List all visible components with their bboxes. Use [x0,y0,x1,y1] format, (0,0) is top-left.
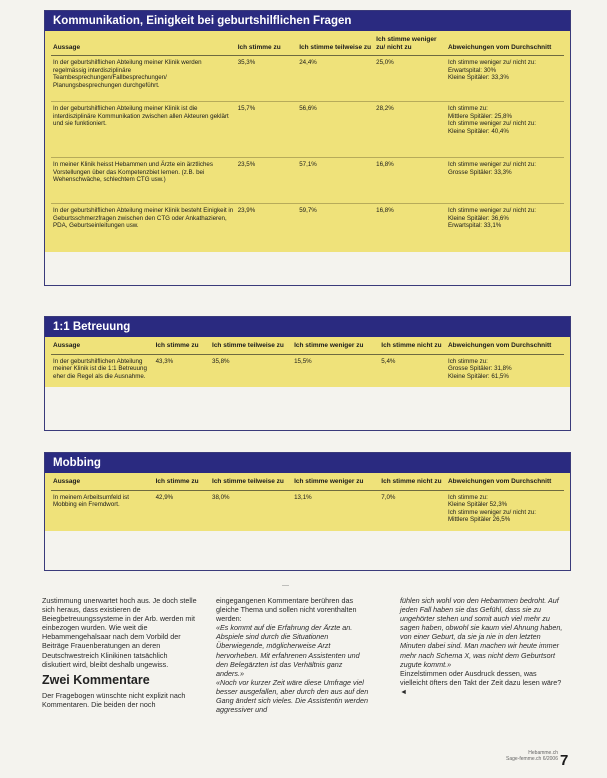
column-header: Ich stimme nicht zu [379,478,446,490]
column-header: Ich stimme teilweise zu [297,36,374,56]
body-paragraph: Zustimmung unerwartet hoch aus. Je doch stelle sich heraus, dass existieren de Beiegbetreuungssysteme in der Arb. werden mit einbezogen wurden. Wie weit die Hebammengehalsaar nach dem Vorbild der Beiträge Frauenberatungen an deren Deutschwestreich Klinikinen tatsächlich diskutiert wird, bleibt deshalb ungewiss. [42,596,197,669]
value-cell: 15,5% [294,357,312,365]
body-paragraph [400,669,566,696]
column-header: Aussage [51,478,154,490]
survey-table [51,478,564,527]
page-fold-mark: — [282,582,289,589]
table-header-row [51,478,564,490]
table-header-row [51,36,564,56]
table-panel-mobbing [44,452,571,571]
value-cell: 59,7% [299,207,317,214]
text-column-1 [42,596,198,709]
value-cell: 16,8% [374,158,446,204]
deviation-cell: Ich stimme weniger zu/ nicht zu: Erwartspital: 30% Kleine Spitäler: 33,3% [446,56,564,102]
value-cell: 7,0% [381,493,396,501]
table-row [51,490,564,527]
statement-cell: In der geburtshilflichen Abteilung meiner Klinik besteht Einigkeit in Geburtsschmerzfragen zwischen den CTG oder Ankathazieren, PDA, Geburtseinleitungen usw. [53,207,234,229]
panel-body [45,473,570,531]
table-row [51,204,564,248]
column-header: Abweichungen vom Durchschnitt [446,36,564,56]
table-row [51,102,564,158]
statement-cell: In meinem Arbeitsumfeld ist Mobbing ein Fremdwort. [53,493,129,508]
column-header: Aussage [51,342,154,354]
page-number: 7 [560,752,569,769]
value-cell: 23,9% [237,207,256,214]
panel-body [45,31,570,252]
value-cell: 16,8% [376,207,394,214]
footer-line: Hebamme.ch [528,750,558,756]
statement-cell: In der geburtshilflichen Abteilung meiner Klinik ist die interdisziplinäre Kommunikation zwischen allen Akteuren geklärt und sie funktioniert. [51,102,236,158]
statement-cell: In meiner Klinik heisst Hebammen und Ärzte ein ärztliches Vorstellungen über das Kompetenzbiet lernen. (z.B. bei Wehenschwäche, schlechtem CTG usw.) [51,158,236,204]
value-cell: 24,4% [297,56,374,102]
end-of-article-icon: ◄ [400,686,408,696]
closing-text: Einzelstimmen oder Ausdruck dessen, was vielleicht öfters den Takt der Zeit dazu lesen wäre? [400,668,562,687]
table-panel-kommunikation [44,10,571,286]
survey-table [51,342,564,383]
panel-title: Mobbing [45,453,570,473]
value-cell: 15,7% [236,102,298,158]
value-cell: 42,9% [155,493,174,501]
value-cell: 25,0% [374,56,446,102]
table-row [51,354,564,383]
quote-paragraph: «Es kommt auf die Erfahrung der Ärzte an. Abspiele sind durch die Situationen Überwiegende, möglicherweise Arzt hervorheben. Mit erfahrenen Assistenten und den Belegärzten ist das Verhältnis ganz anders.» [216,623,360,678]
footer-journal [468,750,558,762]
deviation-cell: Ich stimme weniger zu/ nicht zu: Kleine Spitäler: 36,6% Erwartspital: 33,1% [447,207,537,229]
statement-cell: In der geburtshilflichen Abteilung meiner Klinik ist die 1:1 Betreuung eher die Regel als die Ausnahme. [53,357,147,380]
body-paragraph: eingegangenen Kommentare berühren das gleiche Thema und sollen nicht vorenthalten werden: [216,596,357,624]
column-header: Ich stimme zu [236,36,298,56]
value-cell: 43,3% [155,357,174,365]
value-cell: 56,6% [297,102,374,158]
table-row [51,158,564,204]
quote-paragraph: fühlen sich wohl von den Hebammen bedroht. Auf jeden Fall haben sie das Gefühl, dass sie zu ungehörter stehen und somit auch viel mehr zu sagen haben, obwohl sie kaum viel Ahnung haben, von einer Geburt, da sie ja nie in den letzten Minuten dabei sind. Man machen wir heute immer mehr nach Schema X, was nicht dem Geburtsort zugute kommt.» [400,596,563,669]
quote-paragraph: «Noch vor kurzer Zeit wäre diese Umfrage viel besser ausgefallen, aber durch den aus auf den Gang ändert sich vieles. Die Assistentin werden aggressiver und [216,677,369,715]
column-header: Ich stimme weniger zu/ nicht zu [374,36,446,56]
text-column-2 [216,596,372,714]
value-cell: 23,5% [236,158,298,204]
column-header: Abweichungen vom Durchschnitt [446,342,564,354]
value-cell: 13,1% [294,493,312,501]
table-panel-betreuung [44,316,571,431]
text-column-3 [400,596,566,696]
column-header: Ich stimme teilweise zu [210,478,292,490]
table-row [51,56,564,102]
column-header: Ich stimme zu [154,478,210,490]
column-header: Ich stimme weniger zu [292,342,379,354]
column-header: Ich stimme teilweise zu [210,342,292,354]
body-paragraph: Der Fragebogen wünschte nicht explizit nach Kommentaren. Die beiden der noch [42,690,186,709]
deviation-cell: Ich stimme zu: Kleine Spitäler 52,3% Ich stimme weniger zu/ nicht zu: Mittlere Spitäler 26,5% [447,493,537,523]
column-header: Ich stimme weniger zu [292,478,379,490]
value-cell: 35,3% [236,56,298,102]
value-cell: 57,1% [297,158,374,204]
survey-table [51,36,564,248]
column-header: Ich stimme nicht zu [379,342,446,354]
value-cell: 28,2% [374,102,446,158]
value-cell: 35,8% [212,357,230,365]
value-cell: 5,4% [381,357,396,365]
panel-body [45,337,570,387]
deviation-cell: Ich stimme zu: Grosse Spitäler: 31,8% Kleine Spitäler: 61,5% [447,357,512,380]
panel-title: Kommunikation, Einigkeit bei geburtshilflichen Fragen [45,11,570,31]
table-header-row [51,342,564,354]
footer-line: Sage-femme.ch 6/2006 [506,756,558,762]
panel-title: 1:1 Betreuung [45,317,570,337]
section-heading: Zwei Kommentare [42,672,150,687]
column-header: Aussage [51,36,236,56]
column-header: Abweichungen vom Durchschnitt [446,478,564,490]
statement-cell: In der geburtshilflichen Abteilung meiner Klinik werden regelmässig interdisziplinäre Teambesprechungen/Fallbesprechungen/ Planungsbesprechungen durchgeführt. [51,56,236,102]
deviation-cell: Ich stimme zu: Mittlere Spitäler: 25,8% Ich stimme weniger zu/ nicht zu: Kleine Spitäler: 40,4% [446,102,564,158]
column-header: Ich stimme zu [154,342,210,354]
deviation-cell: Ich stimme weniger zu/ nicht zu: Grosse Spitäler: 33,3% [446,158,564,204]
value-cell: 38,0% [212,493,230,501]
